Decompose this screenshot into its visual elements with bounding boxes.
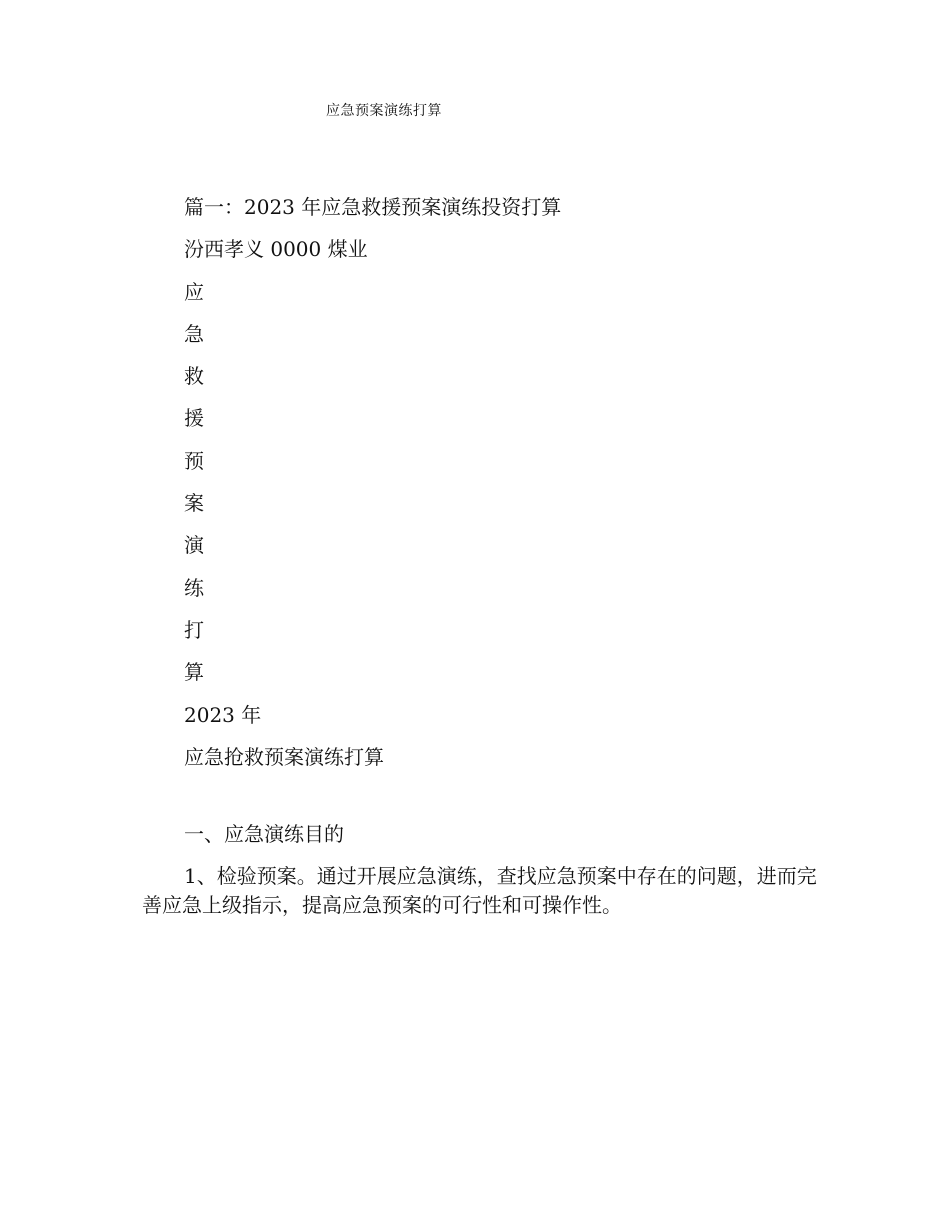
- vertical-char: 救: [184, 364, 204, 388]
- vertical-char: 打: [184, 618, 204, 642]
- vertical-char: 应: [184, 280, 204, 304]
- paragraph-1: 1、检验预案。通过开展应急演练，查找应急预案中存在的问题，进而完善应急上级指示，提高应急预案的可行性和可操作性。: [142, 864, 817, 917]
- vertical-char: 案: [184, 491, 204, 515]
- heading-1: 一、应急演练目的: [184, 822, 344, 846]
- vertical-char: 算: [184, 660, 204, 684]
- year-line: 2023 年: [184, 703, 262, 727]
- vertical-char: 急: [184, 322, 204, 346]
- page-header: 应急预案演练打算: [326, 103, 442, 119]
- plan-title: 应急抢救预案演练打算: [184, 745, 384, 769]
- vertical-char: 援: [184, 406, 204, 430]
- vertical-char: 演: [184, 533, 204, 557]
- vertical-char: 练: [184, 576, 204, 600]
- org-line: 汾西孝义 0000 煤业: [184, 237, 368, 261]
- section-title: 篇一：2023 年应急救援预案演练投资打算: [184, 195, 562, 219]
- vertical-char: 预: [184, 449, 204, 473]
